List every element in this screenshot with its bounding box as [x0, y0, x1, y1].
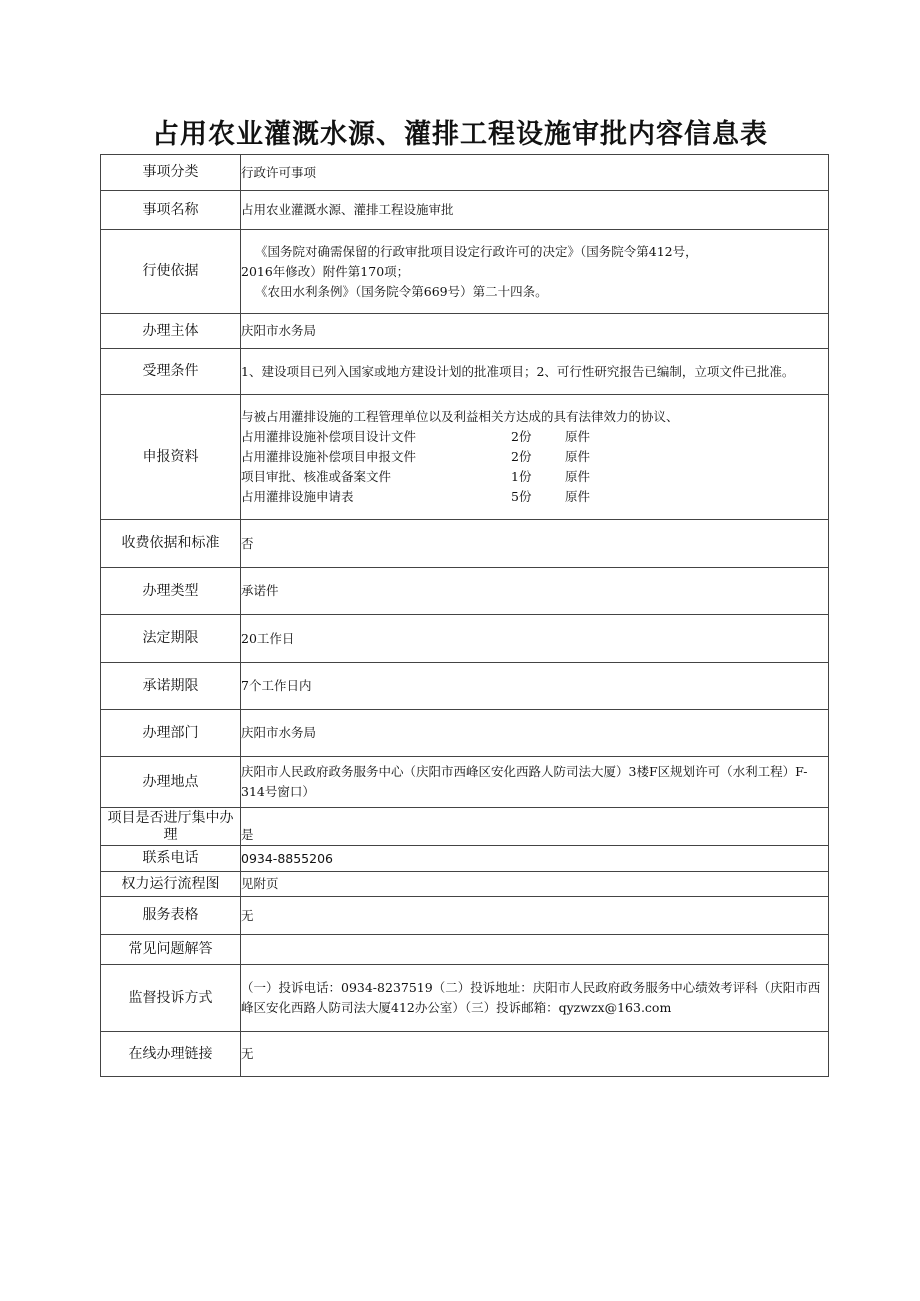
row-label: 办理地点	[101, 757, 241, 808]
page-title: 占用农业灌溉水源、灌排工程设施审批内容信息表	[152, 119, 768, 150]
table-row	[101, 349, 829, 395]
row-value: 庆阳市水务局	[241, 314, 829, 349]
table-row	[101, 615, 829, 663]
row-value: 庆阳市人民政府政务服务中心（庆阳市西峰区安化西路人防司法大厦）3楼F区规划许可（水利工程）F-314号窗口）	[241, 757, 829, 808]
table-row	[101, 757, 829, 808]
material-qty: 2份	[511, 449, 532, 464]
row-value: （一）投诉电话：0934-8237519（二）投诉地址：庆阳市人民政府政务服务中心绩效考评科（庆阳市西峰区安化西路人防司法大厦412办公室）（三）投诉邮箱：qyzwzx@163.com	[241, 965, 829, 1032]
material-type: 原件	[565, 489, 591, 504]
row-value: 0934-8855206	[241, 846, 829, 872]
material-qty: 2份	[511, 429, 532, 444]
row-label: 服务表格	[101, 897, 241, 935]
list-item	[241, 427, 828, 447]
table-row	[101, 1032, 829, 1077]
material-name: 占用灌排设施补偿项目申报文件	[241, 449, 417, 464]
row-value: 1、建设项目已列入国家或地方建设计划的批准项目；2、可行性研究报告已编制，立项文件已批准。	[241, 349, 829, 395]
row-label: 承诺期限	[101, 663, 241, 710]
material-name: 占用灌排设施补偿项目设计文件	[241, 429, 417, 444]
basis-line: 《农田水利条例》（国务院令第669号）第二十四条。	[255, 283, 548, 299]
table-row	[101, 230, 829, 314]
table-row	[101, 872, 829, 897]
table-row	[101, 808, 829, 846]
row-label: 办理类型	[101, 568, 241, 615]
material-type: 原件	[565, 449, 591, 464]
row-label: 受理条件	[101, 349, 241, 395]
row-value: 行政许可事项	[241, 155, 829, 191]
row-label: 权力运行流程图	[101, 872, 241, 897]
row-value: 无	[241, 897, 829, 935]
row-value: 7个工作日内	[241, 663, 829, 710]
row-value: 20工作日	[241, 615, 829, 663]
material-qty: 5份	[511, 489, 532, 504]
row-label: 办理部门	[101, 710, 241, 757]
row-value	[241, 395, 829, 520]
table-row	[101, 155, 829, 191]
table-row	[101, 846, 829, 872]
table-row	[101, 395, 829, 520]
basis-line: 2016年修改）附件第170项；	[241, 263, 410, 279]
row-label: 行使依据	[101, 230, 241, 314]
table-row	[101, 935, 829, 965]
material-name: 占用灌排设施申请表	[241, 489, 354, 504]
row-label: 事项名称	[101, 191, 241, 230]
row-value	[241, 230, 829, 314]
material-qty: 1份	[511, 469, 532, 484]
row-value: 庆阳市水务局	[241, 710, 829, 757]
row-value: 否	[241, 520, 829, 568]
table-row	[101, 897, 829, 935]
table-row	[101, 965, 829, 1032]
table-row	[101, 520, 829, 568]
row-value	[241, 935, 829, 965]
basis-line: 《国务院对确需保留的行政审批项目设定行政许可的决定》（国务院令第412号，	[255, 243, 698, 259]
materials-intro: 与被占用灌排设施的工程管理单位以及利益相关方达成的具有法律效力的协议、	[241, 409, 679, 424]
table-row	[101, 314, 829, 349]
row-value: 承诺件	[241, 568, 829, 615]
row-label: 法定期限	[101, 615, 241, 663]
material-type: 原件	[565, 469, 591, 484]
row-value: 是	[241, 808, 829, 846]
row-value: 占用农业灌溉水源、灌排工程设施审批	[241, 191, 829, 230]
table-row	[101, 663, 829, 710]
row-label: 监督投诉方式	[101, 965, 241, 1032]
row-label: 在线办理链接	[101, 1032, 241, 1077]
list-item	[241, 467, 828, 487]
material-name: 项目审批、核准或备案文件	[241, 469, 392, 484]
list-item	[241, 447, 828, 467]
row-label: 办理主体	[101, 314, 241, 349]
row-value: 无	[241, 1032, 829, 1077]
row-label: 联系电话	[101, 846, 241, 872]
row-label: 常见问题解答	[101, 935, 241, 965]
table-row	[101, 191, 829, 230]
info-table	[100, 154, 829, 1077]
list-item	[241, 487, 828, 507]
row-value: 见附页	[241, 872, 829, 897]
material-type: 原件	[565, 429, 591, 444]
row-label: 项目是否进厅集中办理	[101, 808, 241, 846]
row-label: 收费依据和标准	[101, 520, 241, 568]
table-row	[101, 568, 829, 615]
row-label: 事项分类	[101, 155, 241, 191]
row-label: 申报资料	[101, 395, 241, 520]
table-row	[101, 710, 829, 757]
